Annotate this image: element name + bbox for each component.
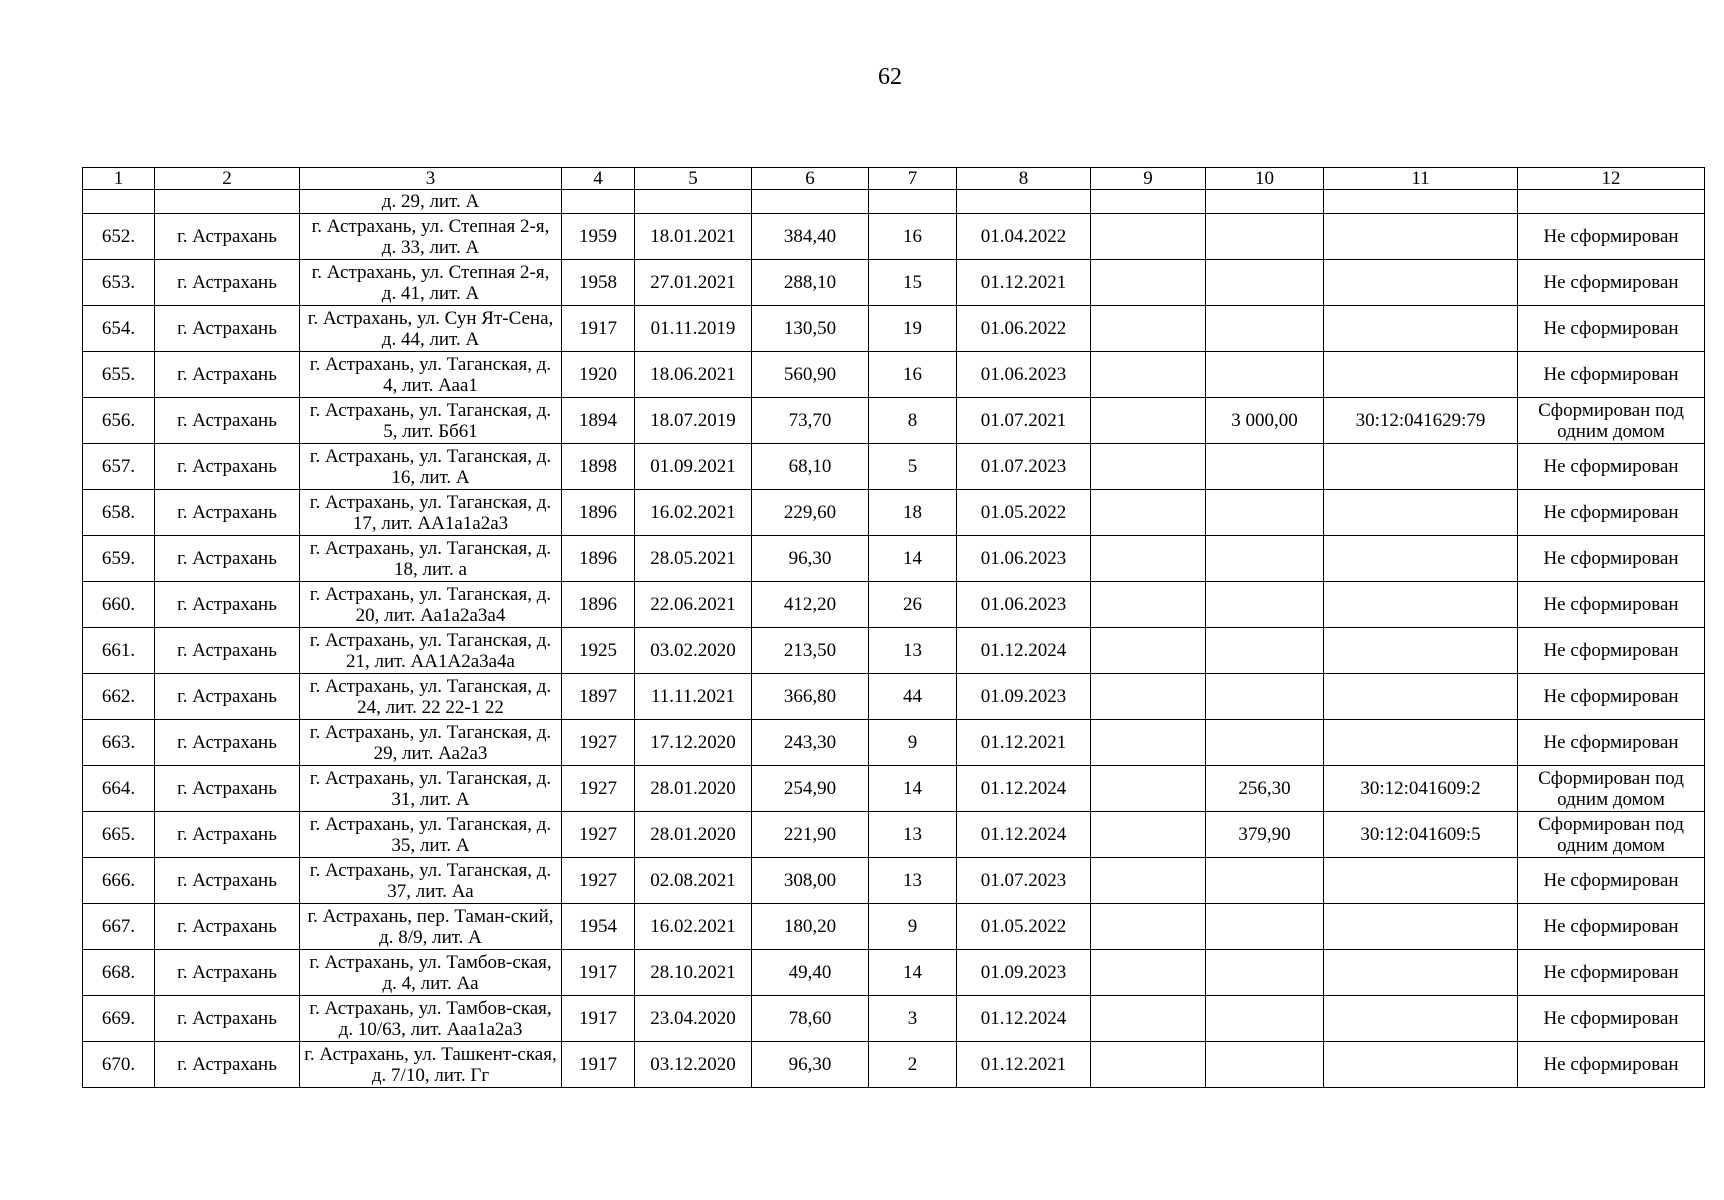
land-area-cell: 379,90 — [1206, 812, 1324, 858]
count-cell: 14 — [869, 950, 957, 996]
date-cell: 28.01.2020 — [635, 766, 752, 812]
column-header-9: 9 — [1091, 168, 1206, 190]
area-cell: 560,90 — [752, 352, 869, 398]
date-cell: 22.06.2021 — [635, 582, 752, 628]
table-row — [83, 996, 1705, 1042]
date-cell: 11.11.2021 — [635, 674, 752, 720]
column-9-cell — [1091, 812, 1206, 858]
year-cell: 1917 — [562, 306, 635, 352]
area-cell: 180,20 — [752, 904, 869, 950]
status-cell: Не сформирован — [1518, 260, 1705, 306]
row-number-cell: 653. — [83, 260, 155, 306]
deadline-cell: 01.12.2024 — [957, 996, 1091, 1042]
city-cell: г. Астрахань — [155, 536, 300, 582]
cadastral-number-cell — [1324, 490, 1518, 536]
column-9-cell — [1091, 352, 1206, 398]
table-row — [83, 398, 1705, 444]
status-cell: Сформирован под одним домом — [1518, 398, 1705, 444]
deadline-cell: 01.07.2021 — [957, 398, 1091, 444]
area-cell: 96,30 — [752, 1042, 869, 1088]
column-9-cell — [1091, 766, 1206, 812]
year-cell: 1896 — [562, 490, 635, 536]
city-cell: г. Астрахань — [155, 352, 300, 398]
table-cell — [562, 190, 635, 214]
cadastral-number-cell: 30:12:041609:2 — [1324, 766, 1518, 812]
land-area-cell — [1206, 444, 1324, 490]
deadline-cell: 01.12.2024 — [957, 812, 1091, 858]
area-cell: 243,30 — [752, 720, 869, 766]
column-9-cell — [1091, 214, 1206, 260]
header-row — [83, 168, 1705, 190]
deadline-cell: 01.07.2023 — [957, 858, 1091, 904]
table-row — [83, 950, 1705, 996]
land-area-cell — [1206, 214, 1324, 260]
table-row — [83, 720, 1705, 766]
row-number-cell: 669. — [83, 996, 155, 1042]
city-cell: г. Астрахань — [155, 260, 300, 306]
city-cell: г. Астрахань — [155, 812, 300, 858]
city-cell: г. Астрахань — [155, 674, 300, 720]
area-cell: 384,40 — [752, 214, 869, 260]
continuation-row — [83, 190, 1705, 214]
year-cell: 1927 — [562, 812, 635, 858]
date-cell: 03.12.2020 — [635, 1042, 752, 1088]
area-cell: 229,60 — [752, 490, 869, 536]
table-row — [83, 536, 1705, 582]
date-cell: 23.04.2020 — [635, 996, 752, 1042]
status-cell: Не сформирован — [1518, 352, 1705, 398]
cadastral-number-cell — [1324, 674, 1518, 720]
count-cell: 14 — [869, 536, 957, 582]
area-cell: 221,90 — [752, 812, 869, 858]
date-cell: 28.10.2021 — [635, 950, 752, 996]
status-cell: Не сформирован — [1518, 674, 1705, 720]
column-9-cell — [1091, 628, 1206, 674]
row-number-cell: 655. — [83, 352, 155, 398]
row-number-cell: 662. — [83, 674, 155, 720]
cadastral-number-cell: 30:12:041629:79 — [1324, 398, 1518, 444]
count-cell: 13 — [869, 812, 957, 858]
row-number-cell: 656. — [83, 398, 155, 444]
date-cell: 18.01.2021 — [635, 214, 752, 260]
count-cell: 3 — [869, 996, 957, 1042]
year-cell: 1927 — [562, 766, 635, 812]
year-cell: 1894 — [562, 398, 635, 444]
count-cell: 19 — [869, 306, 957, 352]
address-cell: г. Астрахань, ул. Таганская, д. 5, лит. Бб61 — [300, 398, 562, 444]
date-cell: 01.09.2021 — [635, 444, 752, 490]
year-cell: 1958 — [562, 260, 635, 306]
cadastral-number-cell — [1324, 214, 1518, 260]
table-row — [83, 858, 1705, 904]
address-cell: г. Астрахань, ул. Ташкент-ская, д. 7/10, лит. Гг — [300, 1042, 562, 1088]
city-cell: г. Астрахань — [155, 306, 300, 352]
status-cell: Не сформирован — [1518, 214, 1705, 260]
year-cell: 1897 — [562, 674, 635, 720]
land-area-cell — [1206, 628, 1324, 674]
address-cell: г. Астрахань, ул. Таганская, д. 16, лит. А — [300, 444, 562, 490]
city-cell: г. Астрахань — [155, 858, 300, 904]
column-9-cell — [1091, 858, 1206, 904]
row-number-cell: 665. — [83, 812, 155, 858]
year-cell: 1920 — [562, 352, 635, 398]
column-9-cell — [1091, 950, 1206, 996]
row-number-cell: 658. — [83, 490, 155, 536]
table-row — [83, 214, 1705, 260]
area-cell: 308,00 — [752, 858, 869, 904]
column-9-cell — [1091, 720, 1206, 766]
cadastral-number-cell — [1324, 950, 1518, 996]
deadline-cell: 01.05.2022 — [957, 490, 1091, 536]
deadline-cell: 01.09.2023 — [957, 950, 1091, 996]
date-cell: 18.07.2019 — [635, 398, 752, 444]
address-cell: г. Астрахань, ул. Таганская, д. 4, лит. Ааа1 — [300, 352, 562, 398]
count-cell: 2 — [869, 1042, 957, 1088]
date-cell: 28.01.2020 — [635, 812, 752, 858]
table-body — [83, 190, 1705, 1088]
year-cell: 1917 — [562, 950, 635, 996]
land-area-cell — [1206, 582, 1324, 628]
city-cell: г. Астрахань — [155, 1042, 300, 1088]
deadline-cell: 01.06.2023 — [957, 352, 1091, 398]
land-area-cell: 3 000,00 — [1206, 398, 1324, 444]
column-header-1: 1 — [83, 168, 155, 190]
table-row — [83, 812, 1705, 858]
status-cell: Не сформирован — [1518, 858, 1705, 904]
address-cell: г. Астрахань, ул. Тамбов-ская, д. 4, лит. Аа — [300, 950, 562, 996]
year-cell: 1896 — [562, 536, 635, 582]
cadastral-number-cell — [1324, 582, 1518, 628]
row-number-cell: 660. — [83, 582, 155, 628]
land-area-cell — [1206, 674, 1324, 720]
table-cell — [635, 190, 752, 214]
count-cell: 44 — [869, 674, 957, 720]
row-number-cell: 668. — [83, 950, 155, 996]
table-cell — [869, 190, 957, 214]
row-number-cell: 659. — [83, 536, 155, 582]
year-cell: 1927 — [562, 720, 635, 766]
address-cell: г. Астрахань, пер. Таман-ский, д. 8/9, лит. А — [300, 904, 562, 950]
count-cell: 13 — [869, 858, 957, 904]
city-cell: г. Астрахань — [155, 490, 300, 536]
column-header-5: 5 — [635, 168, 752, 190]
column-9-cell — [1091, 260, 1206, 306]
cadastral-number-cell — [1324, 536, 1518, 582]
deadline-cell: 01.06.2023 — [957, 582, 1091, 628]
status-cell: Не сформирован — [1518, 950, 1705, 996]
address-cell: г. Астрахань, ул. Таганская, д. 29, лит. Аа2а3 — [300, 720, 562, 766]
city-cell: г. Астрахань — [155, 628, 300, 674]
column-9-cell — [1091, 904, 1206, 950]
table-row — [83, 766, 1705, 812]
area-cell: 73,70 — [752, 398, 869, 444]
count-cell: 16 — [869, 352, 957, 398]
column-header-3: 3 — [300, 168, 562, 190]
row-number-cell: 666. — [83, 858, 155, 904]
row-number-cell: 670. — [83, 1042, 155, 1088]
address-cell: г. Астрахань, ул. Таганская, д. 20, лит. Аа1а2а3а4 — [300, 582, 562, 628]
row-number-cell: 663. — [83, 720, 155, 766]
table-cell — [957, 190, 1091, 214]
table-row — [83, 306, 1705, 352]
area-cell: 130,50 — [752, 306, 869, 352]
land-area-cell — [1206, 490, 1324, 536]
year-cell: 1927 — [562, 858, 635, 904]
status-cell: Не сформирован — [1518, 1042, 1705, 1088]
address-cell: г. Астрахань, ул. Таганская, д. 18, лит. а — [300, 536, 562, 582]
table-cell — [1324, 190, 1518, 214]
table-row — [83, 628, 1705, 674]
cadastral-number-cell — [1324, 352, 1518, 398]
column-header-4: 4 — [562, 168, 635, 190]
address-cell: г. Астрахань, ул. Таганская, д. 17, лит. АА1а1а2а3 — [300, 490, 562, 536]
area-cell: 49,40 — [752, 950, 869, 996]
count-cell: 9 — [869, 720, 957, 766]
row-number-cell: 652. — [83, 214, 155, 260]
count-cell: 5 — [869, 444, 957, 490]
address-cell: г. Астрахань, ул. Таганская, д. 35, лит. А — [300, 812, 562, 858]
city-cell: г. Астрахань — [155, 582, 300, 628]
city-cell: г. Астрахань — [155, 766, 300, 812]
land-area-cell — [1206, 536, 1324, 582]
deadline-cell: 01.09.2023 — [957, 674, 1091, 720]
table-cell — [752, 190, 869, 214]
cadastral-number-cell: 30:12:041609:5 — [1324, 812, 1518, 858]
continuation-cell: д. 29, лит. А — [300, 190, 562, 214]
status-cell: Не сформирован — [1518, 536, 1705, 582]
deadline-cell: 01.04.2022 — [957, 214, 1091, 260]
address-cell: г. Астрахань, ул. Таганская, д. 21, лит. АА1А2а3а4а — [300, 628, 562, 674]
year-cell: 1959 — [562, 214, 635, 260]
date-cell: 16.02.2021 — [635, 904, 752, 950]
count-cell: 9 — [869, 904, 957, 950]
status-cell: Сформирован под одним домом — [1518, 812, 1705, 858]
column-header-11: 11 — [1324, 168, 1518, 190]
column-9-cell — [1091, 582, 1206, 628]
table-row — [83, 904, 1705, 950]
column-9-cell — [1091, 306, 1206, 352]
land-area-cell — [1206, 352, 1324, 398]
land-area-cell — [1206, 260, 1324, 306]
status-cell: Не сформирован — [1518, 996, 1705, 1042]
table-row — [83, 582, 1705, 628]
column-header-6: 6 — [752, 168, 869, 190]
status-cell: Сформирован под одним домом — [1518, 766, 1705, 812]
year-cell: 1917 — [562, 996, 635, 1042]
address-cell: г. Астрахань, ул. Таганская, д. 37, лит. Аа — [300, 858, 562, 904]
cadastral-number-cell — [1324, 1042, 1518, 1088]
year-cell: 1896 — [562, 582, 635, 628]
row-number-cell: 664. — [83, 766, 155, 812]
area-cell: 288,10 — [752, 260, 869, 306]
date-cell: 27.01.2021 — [635, 260, 752, 306]
column-header-2: 2 — [155, 168, 300, 190]
column-header-8: 8 — [957, 168, 1091, 190]
deadline-cell: 01.12.2024 — [957, 766, 1091, 812]
column-9-cell — [1091, 536, 1206, 582]
city-cell: г. Астрахань — [155, 444, 300, 490]
page-number: 62 — [878, 64, 902, 90]
cadastral-number-cell — [1324, 904, 1518, 950]
date-cell: 02.08.2021 — [635, 858, 752, 904]
city-cell: г. Астрахань — [155, 720, 300, 766]
count-cell: 8 — [869, 398, 957, 444]
land-area-cell — [1206, 904, 1324, 950]
deadline-cell: 01.12.2021 — [957, 720, 1091, 766]
status-cell: Не сформирован — [1518, 490, 1705, 536]
cadastral-number-cell — [1324, 720, 1518, 766]
land-area-cell — [1206, 1042, 1324, 1088]
table-cell — [83, 190, 155, 214]
table-cell — [1206, 190, 1324, 214]
column-9-cell — [1091, 444, 1206, 490]
status-cell: Не сформирован — [1518, 904, 1705, 950]
area-cell: 96,30 — [752, 536, 869, 582]
status-cell: Не сформирован — [1518, 444, 1705, 490]
row-number-cell: 657. — [83, 444, 155, 490]
column-header-12: 12 — [1518, 168, 1705, 190]
date-cell: 28.05.2021 — [635, 536, 752, 582]
table-row — [83, 444, 1705, 490]
land-area-cell — [1206, 858, 1324, 904]
city-cell: г. Астрахань — [155, 904, 300, 950]
column-9-cell — [1091, 1042, 1206, 1088]
cadastral-number-cell — [1324, 306, 1518, 352]
status-cell: Не сформирован — [1518, 720, 1705, 766]
column-9-cell — [1091, 490, 1206, 536]
deadline-cell: 01.12.2024 — [957, 628, 1091, 674]
area-cell: 68,10 — [752, 444, 869, 490]
land-area-cell — [1206, 996, 1324, 1042]
count-cell: 16 — [869, 214, 957, 260]
row-number-cell: 661. — [83, 628, 155, 674]
year-cell: 1917 — [562, 1042, 635, 1088]
area-cell: 412,20 — [752, 582, 869, 628]
count-cell: 18 — [869, 490, 957, 536]
table-row — [83, 674, 1705, 720]
row-number-cell: 654. — [83, 306, 155, 352]
deadline-cell: 01.12.2021 — [957, 1042, 1091, 1088]
date-cell: 18.06.2021 — [635, 352, 752, 398]
count-cell: 15 — [869, 260, 957, 306]
row-number-cell: 667. — [83, 904, 155, 950]
land-area-cell — [1206, 306, 1324, 352]
address-cell: г. Астрахань, ул. Степная 2-я, д. 41, лит. А — [300, 260, 562, 306]
date-cell: 03.02.2020 — [635, 628, 752, 674]
year-cell: 1898 — [562, 444, 635, 490]
address-cell: г. Астрахань, ул. Таганская, д. 24, лит. 22 22-1 22 — [300, 674, 562, 720]
area-cell: 254,90 — [752, 766, 869, 812]
area-cell: 366,80 — [752, 674, 869, 720]
column-header-7: 7 — [869, 168, 957, 190]
cadastral-number-cell — [1324, 444, 1518, 490]
deadline-cell: 01.12.2021 — [957, 260, 1091, 306]
column-header-10: 10 — [1206, 168, 1324, 190]
land-area-cell — [1206, 950, 1324, 996]
address-cell: г. Астрахань, ул. Тамбов-ская, д. 10/63, лит. Ааа1а2а3 — [300, 996, 562, 1042]
count-cell: 14 — [869, 766, 957, 812]
table-row — [83, 490, 1705, 536]
deadline-cell: 01.06.2022 — [957, 306, 1091, 352]
deadline-cell: 01.05.2022 — [957, 904, 1091, 950]
column-9-cell — [1091, 996, 1206, 1042]
city-cell: г. Астрахань — [155, 398, 300, 444]
year-cell: 1925 — [562, 628, 635, 674]
column-9-cell — [1091, 398, 1206, 444]
area-cell: 213,50 — [752, 628, 869, 674]
deadline-cell: 01.06.2023 — [957, 536, 1091, 582]
land-area-cell — [1206, 720, 1324, 766]
table-row — [83, 260, 1705, 306]
column-9-cell — [1091, 674, 1206, 720]
area-cell: 78,60 — [752, 996, 869, 1042]
cadastral-number-cell — [1324, 996, 1518, 1042]
status-cell: Не сформирован — [1518, 628, 1705, 674]
table-row — [83, 352, 1705, 398]
cadastral-number-cell — [1324, 628, 1518, 674]
count-cell: 26 — [869, 582, 957, 628]
table-row — [83, 1042, 1705, 1088]
address-cell: г. Астрахань, ул. Степная 2-я, д. 33, лит. А — [300, 214, 562, 260]
date-cell: 16.02.2021 — [635, 490, 752, 536]
table-cell — [1518, 190, 1705, 214]
year-cell: 1954 — [562, 904, 635, 950]
cadastral-number-cell — [1324, 858, 1518, 904]
status-cell: Не сформирован — [1518, 582, 1705, 628]
date-cell: 17.12.2020 — [635, 720, 752, 766]
date-cell: 01.11.2019 — [635, 306, 752, 352]
land-area-cell: 256,30 — [1206, 766, 1324, 812]
address-cell: г. Астрахань, ул. Таганская, д. 31, лит. А — [300, 766, 562, 812]
table-cell — [1091, 190, 1206, 214]
cadastral-number-cell — [1324, 260, 1518, 306]
address-cell: г. Астрахань, ул. Сун Ят-Сена, д. 44, лит. А — [300, 306, 562, 352]
registry-table — [82, 167, 1705, 1088]
city-cell: г. Астрахань — [155, 950, 300, 996]
deadline-cell: 01.07.2023 — [957, 444, 1091, 490]
table-cell — [155, 190, 300, 214]
city-cell: г. Астрахань — [155, 214, 300, 260]
city-cell: г. Астрахань — [155, 996, 300, 1042]
count-cell: 13 — [869, 628, 957, 674]
status-cell: Не сформирован — [1518, 306, 1705, 352]
